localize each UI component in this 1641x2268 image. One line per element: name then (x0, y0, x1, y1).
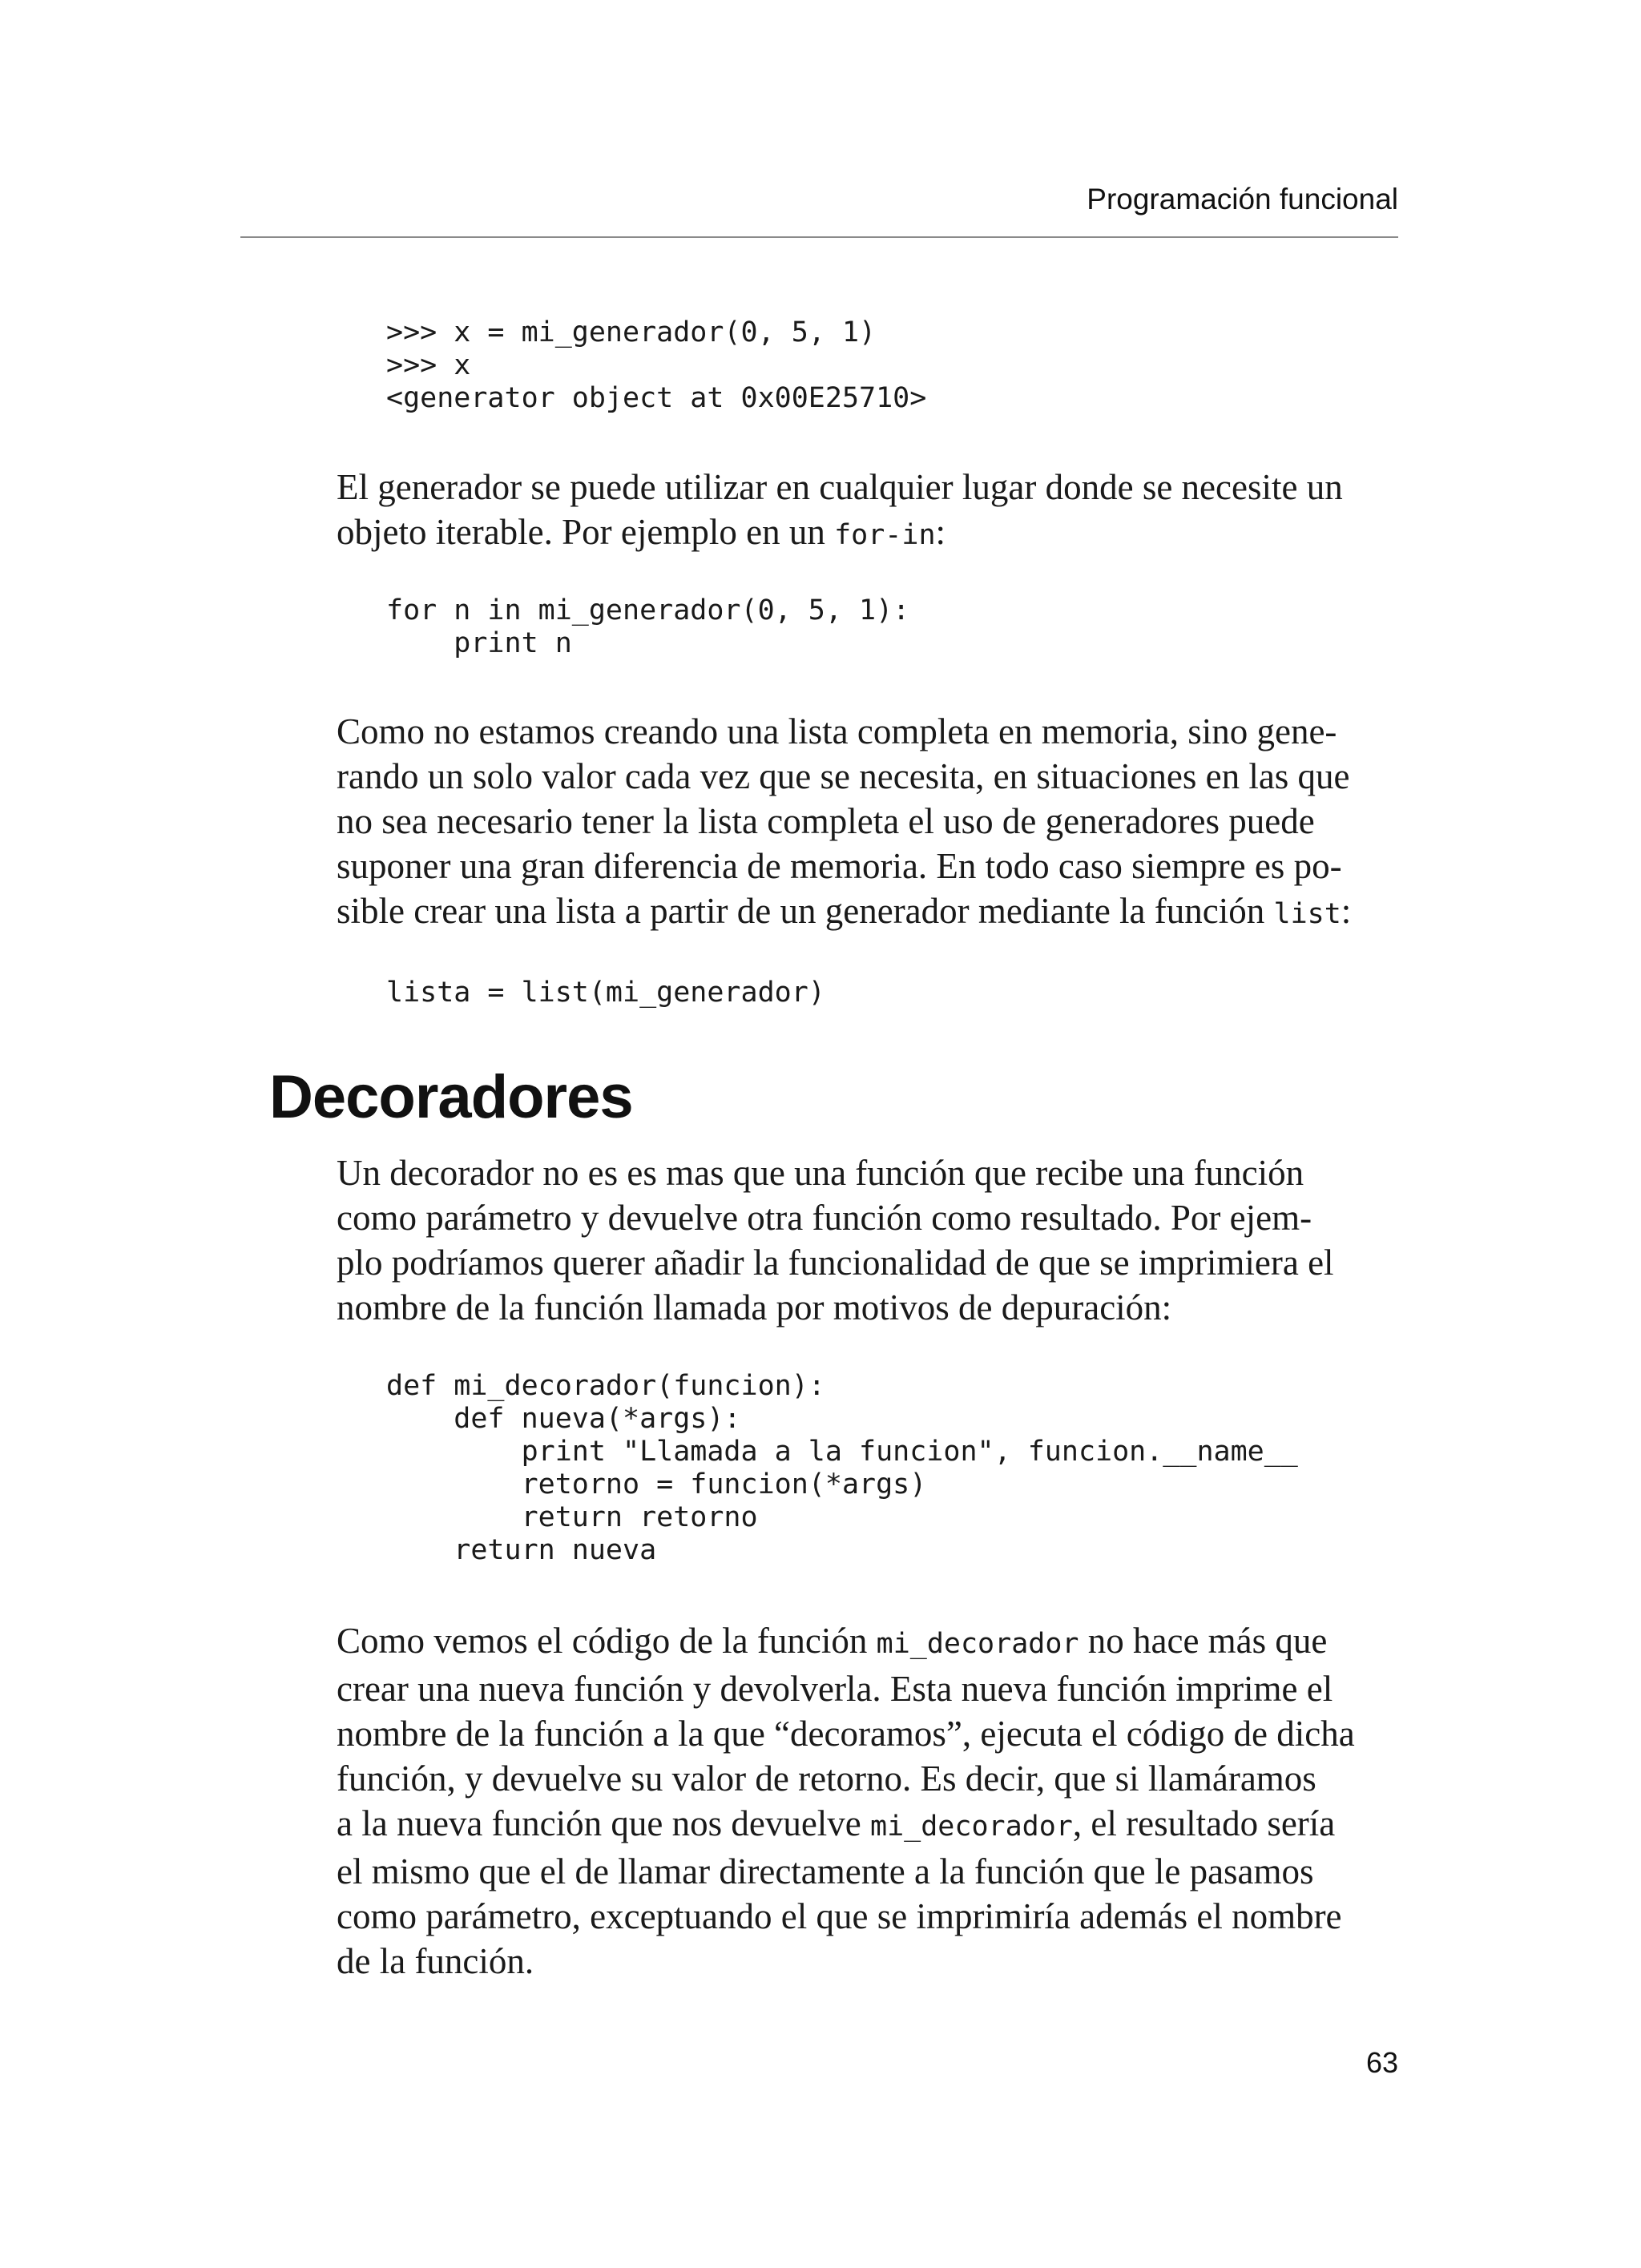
code-block-generator-call: >>> x = mi_generador(0, 5, 1) >>> x <generator object at 0x00E25710> (386, 316, 927, 414)
paragraph-text: : (1341, 891, 1352, 931)
paragraph-decorator-intro: Un decorador no es es mas que una función que recibe una función como parámetro y devuelve otra función como resultado. Por ejem- plo podríamos querer añadir la funcionalidad de que se imprimiera el nombre de la función llamada por motivos de depuración: (337, 1153, 1334, 1327)
paragraph-text: , el resultado sería el mismo que el de llamar directamente a la función que le pasamos como parámetro, exceptuando el que se imprimiría además el nombre de la función. (337, 1803, 1342, 1981)
paragraph-memory (337, 709, 1402, 937)
paragraph-text: Como vemos el código de la función (337, 1621, 877, 1661)
inline-code-list: list (1273, 898, 1341, 930)
paragraph-generator-iterable (337, 465, 1402, 558)
paragraph-decorator-explanation (337, 1618, 1402, 1984)
inline-code-mi-decorador: mi_decorador (876, 1628, 1079, 1660)
running-header: Programación funcional (1087, 183, 1398, 216)
header-rule (240, 236, 1398, 238)
paragraph-text: Como no estamos creando una lista completa en memoria, sino gene- rando un solo valor cada vez que se necesita, en situaciones en las que no sea necesario tener la lista completa el uso de generadores puede suponer una gran diferencia de memoria. En todo caso siempre es po- sible crear una lista a partir de un generador mediante la función (337, 711, 1350, 931)
inline-code-mi-decorador: mi_decorador (870, 1811, 1073, 1843)
paragraph-text: : (935, 512, 946, 552)
page-number: 63 (1365, 2046, 1398, 2079)
section-heading-decoradores: Decoradores (269, 1063, 633, 1131)
code-block-list: lista = list(mi_generador) (386, 977, 825, 1009)
code-block-decorator: def mi_decorador(funcion): def nueva(*args): print "Llamada a la funcion", funcion.__name__ retorno = funcion(*args) return retorno return nueva (386, 1370, 1298, 1566)
inline-code-for-in: for-in (834, 519, 936, 551)
paragraph-text: El generador se puede utilizar en cualquier lugar donde se necesite un objeto iterable. Por ejemplo en un (337, 467, 1343, 552)
code-block-for-loop: for n in mi_generador(0, 5, 1): print n (386, 594, 910, 659)
paragraph-text: no hace más que crear una nueva función y devolverla. Esta nueva función imprime el nombre de la función a la que “decoramos”, ejecuta el código de dicha función, y devuelve su valor de retorno. Es decir, que si llamáramos a la nueva función que nos devuelve (337, 1621, 1355, 1843)
